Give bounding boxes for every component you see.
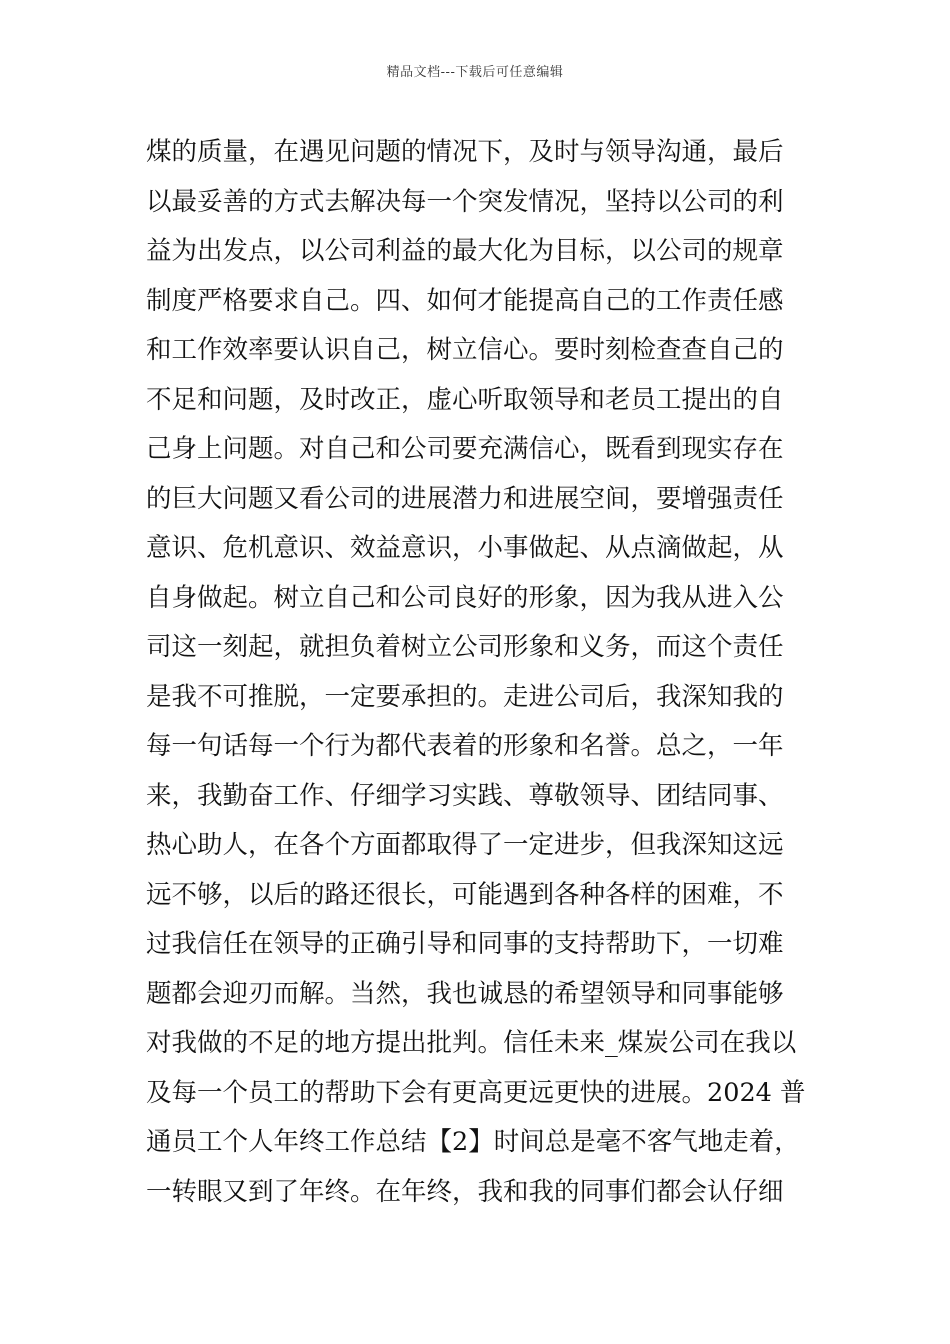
text-line: 自身做起。树立自己和公司良好的形象，因为我从进入公 xyxy=(146,582,784,613)
text-line: 来，我勤奋工作、仔细学习实践、尊敬领导、团结同事、 xyxy=(146,780,784,811)
text-line: 司这一刻起，就担负着树立公司形象和义务，而这个责任 xyxy=(146,632,784,662)
text-line: 题都会迎刃而解。当然，我也诚恳的希望领导和同事能够 xyxy=(146,978,784,1009)
text-line: 对我做的不足的地方提出批判。信任未来_煤炭公司在我以 xyxy=(146,1028,797,1058)
page-header: 精品文档---下载后可任意编辑 xyxy=(386,65,564,80)
text-line: 热心助人，在各个方面都取得了一定进步，但我深知这远 xyxy=(146,830,784,860)
text-line: 意识、危机意识、效益意识，小事做起、从点滴做起，从 xyxy=(146,533,784,563)
document-body xyxy=(146,128,810,1217)
text-line: 己身上问题。对自己和公司要充满信心，既看到现实存在 xyxy=(146,434,784,464)
text-line: 远不够，以后的路还很长，可能遇到各种各样的困难，不 xyxy=(146,879,784,910)
text-line: 和工作效率要认识自己，树立信心。要时刻检查查自己的 xyxy=(146,335,784,365)
text-line: 益为出发点，以公司利益的最大化为目标，以公司的规章 xyxy=(146,236,784,266)
text-line: 过我信任在领导的正确引导和同事的支持帮助下，一切难 xyxy=(146,929,784,959)
text-line: 及每一个员工的帮助下会有更高更远更快的进展。2024 普 xyxy=(146,1077,806,1108)
text-line: 是我不可推脱，一定要承担的。走进公司后，我深知我的 xyxy=(146,681,784,712)
text-line: 制度严格要求自己。四、如何才能提高自己的工作责任感 xyxy=(146,285,784,316)
text-line: 一转眼又到了年终。在年终，我和我的同事们都会认仔细 xyxy=(146,1176,784,1207)
text-line: 通员工个人年终工作总结【2】时间总是毫不客气地走着， xyxy=(146,1127,800,1157)
text-line: 以最妥善的方式去解决每一个突发情况，坚持以公司的利 xyxy=(146,186,784,217)
text-line: 煤的质量，在遇见问题的情况下，及时与领导沟通，最后 xyxy=(146,137,784,167)
text-line: 的巨大问题又看公司的进展潜力和进展空间，要增强责任 xyxy=(146,483,784,514)
text-line: 每一句话每一个行为都代表着的形象和名誉。总之，一年 xyxy=(146,731,784,761)
text-line: 不足和问题，及时改正，虚心听取领导和老员工提出的自 xyxy=(146,384,784,415)
